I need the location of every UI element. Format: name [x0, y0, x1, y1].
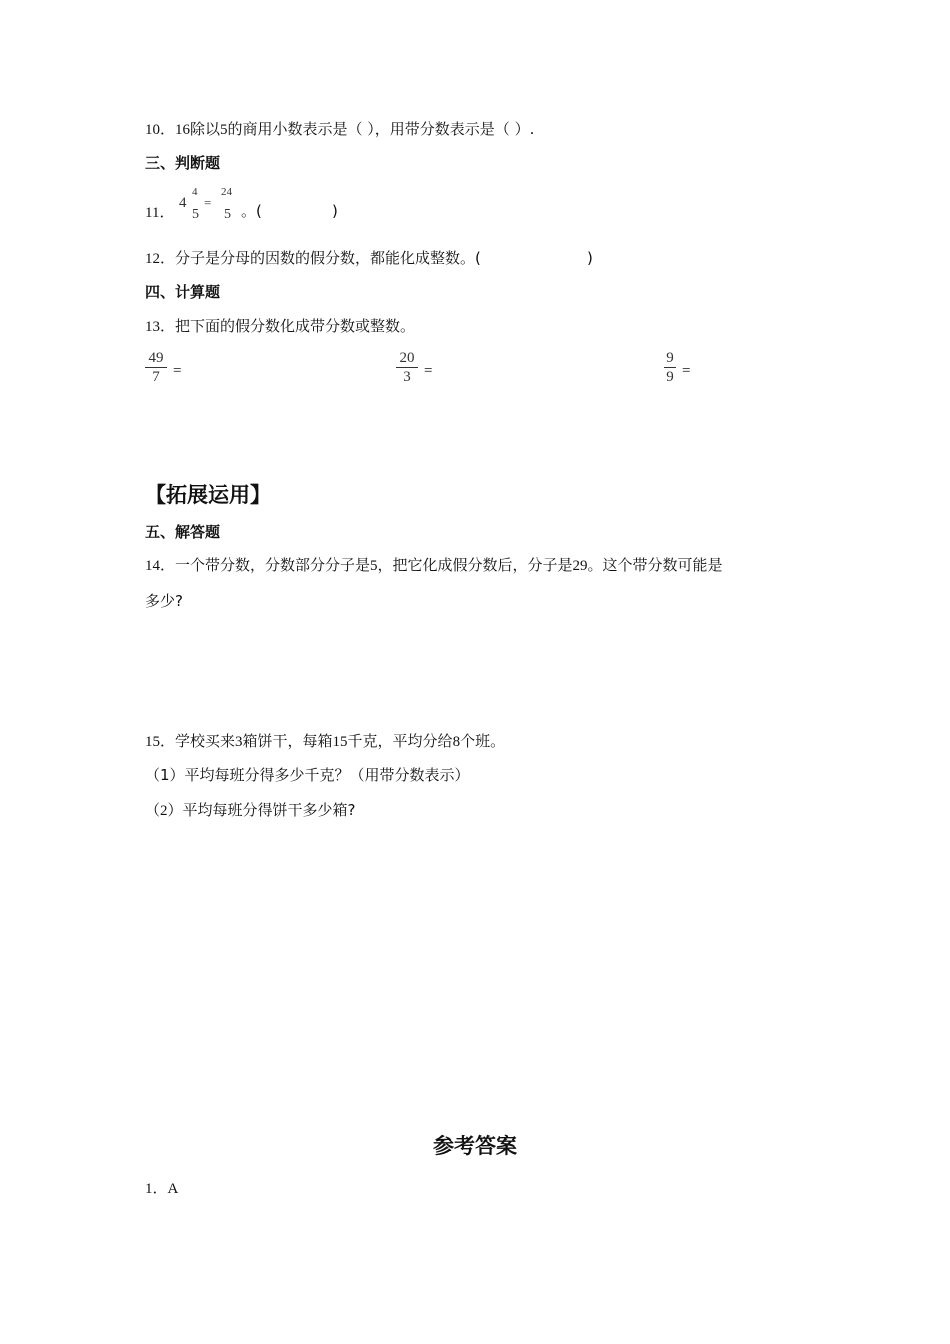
question-15 [145, 731, 505, 752]
number-15: 15 [332, 734, 348, 750]
question-text: 一个带分数，分数部分分子是 [175, 556, 371, 574]
question-text: 。这个带分数可能是 [587, 556, 723, 574]
question-text: 的商用小数表示是（ ），用带分数表示是（ ）. [227, 120, 535, 138]
fraction-49-7 [145, 350, 167, 385]
equals-sign: = [424, 363, 433, 379]
fraction-numerator: 20 [399, 350, 415, 366]
number-16: 16 [175, 122, 191, 138]
question-number: 15． [145, 734, 176, 750]
number-5: 5 [220, 122, 228, 138]
question-14 [145, 555, 723, 576]
question-text: 个班。 [460, 732, 506, 750]
question-10 [145, 119, 534, 140]
question-text: 分子是分母的因数的假分数，都能化成整数。( [175, 249, 481, 267]
answer-close-paren: ) [332, 202, 338, 220]
number-8: 8 [452, 734, 461, 750]
question-number: 10． [145, 122, 176, 138]
fraction-denominator: 9 [666, 369, 674, 385]
number-5: 5 [370, 558, 378, 574]
fraction-denominator: 5 [224, 207, 231, 222]
question-15-sub-2 [145, 800, 355, 821]
extension-heading: 【拓展运用】 [145, 483, 271, 507]
sub-question-paren: （ [145, 801, 161, 819]
mixed-fraction-numerator: 4 [192, 186, 198, 198]
fraction-denominator: 3 [403, 369, 411, 385]
equals-sign: = [682, 363, 691, 379]
fraction-numerator: 49 [148, 350, 164, 366]
equals-sign: = [173, 363, 182, 379]
answer-1: 1．A [145, 1181, 179, 1197]
number-29: 29 [572, 558, 588, 574]
question-15-sub-1: （1）平均每班分得多少千克？（用带分数表示） [145, 766, 470, 784]
section-title-judgement: 三、判断题 [145, 154, 221, 172]
fraction-9-9 [664, 350, 676, 385]
number-3: 3 [235, 734, 243, 750]
question-number: 11． [145, 205, 175, 221]
mixed-fraction-denominator: 5 [192, 207, 199, 222]
question-text: 千克，平均分给 [347, 732, 453, 750]
question-12 [145, 248, 481, 269]
question-13 [145, 316, 415, 337]
answer-open-paren: 。( [241, 202, 262, 220]
fraction-20-3 [396, 350, 418, 385]
fraction-bar [145, 367, 167, 368]
fraction-denominator: 7 [152, 369, 160, 385]
answers-heading: 参考答案 [433, 1134, 517, 1158]
sub-question-number: 2 [160, 803, 168, 819]
question-text: 学校买来 [175, 732, 236, 750]
fraction-bar [396, 367, 418, 368]
question-number: 13． [145, 319, 176, 335]
question-text: 把下面的假分数化成带分数或整数。 [175, 317, 416, 335]
equals-sign: = [204, 195, 212, 210]
question-11 [145, 186, 445, 226]
fraction-numerator: 24 [221, 186, 232, 198]
question-number: 12． [145, 251, 176, 267]
question-number: 14． [145, 558, 176, 574]
question-text: ，把它化成假分数后，分子是 [377, 556, 573, 574]
question-text: 除以 [190, 120, 221, 138]
section-title-solve: 五、解答题 [145, 523, 221, 541]
section-title-calculation: 四、计算题 [145, 283, 221, 301]
mixed-whole: 4 [179, 195, 187, 211]
fraction-numerator: 9 [666, 350, 674, 366]
question-14-line-2: 多少? [145, 592, 183, 610]
fraction-bar [664, 367, 676, 368]
question-text: 箱饼干，每箱 [242, 732, 333, 750]
answer-close-paren: ) [587, 249, 593, 267]
sub-question-text: ）平均每班分得饼干多少箱? [167, 801, 356, 819]
